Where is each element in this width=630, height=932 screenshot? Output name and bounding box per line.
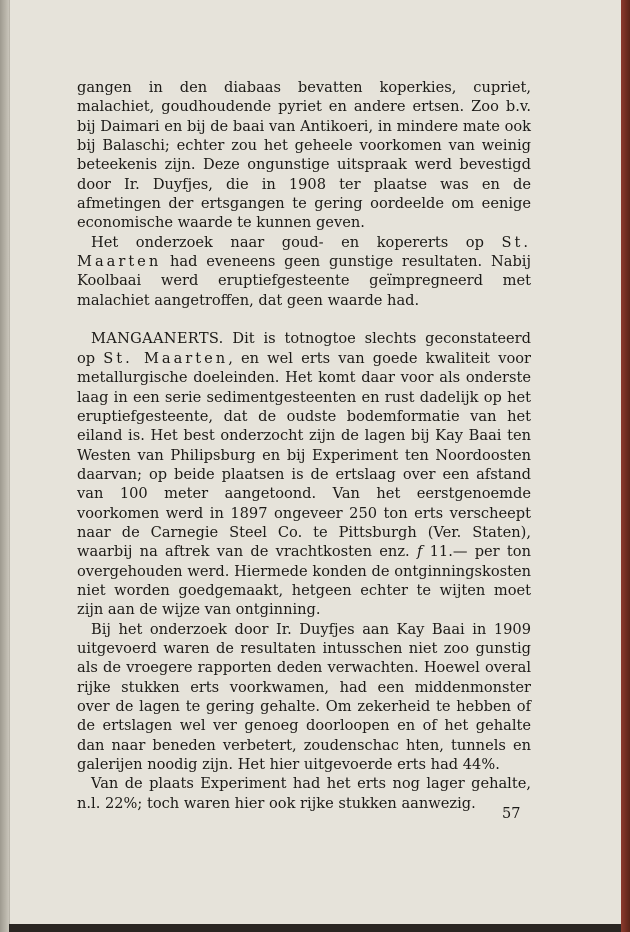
body-text xyxy=(77,78,531,813)
paragraph-2 xyxy=(77,233,531,310)
book-binding-edge xyxy=(0,0,9,932)
text-run: Het onderzoek naar goud- en kopererts op xyxy=(91,233,502,251)
paragraph-3 xyxy=(77,329,531,619)
spaced-place-name: St. Maarten xyxy=(77,233,531,271)
paragraph-1 xyxy=(77,78,531,233)
text-run: Bij het onderzoek door Ir. Duyfjes aan Kay Baai in 1909 uitgevoerd waren de resultaten intusschen niet zoo gunstig als de vroegere rapporten deden verwachten. Hoewel overal rijke stukken erts voorkwamen, had een middenmonster over de lagen te gering gehalte. Om zekerheid te hebben of de ertslagen wel ver genoeg doorloopen en of het gehalte dan naar beneden verbetert, zoudenschac hten, tunnels en galerijen noodig zijn. Het hier uitgevoerde erts had 44%. xyxy=(77,620,531,774)
text-run: Van de plaats Experiment had het erts nog lager gehalte, n.l. 22%; toch waren hier ook rijke stukken aanwezig. xyxy=(77,775,531,812)
page-bottom-edge xyxy=(9,924,621,932)
text-run: Dit is totnogtoe slechts geconstateerd op xyxy=(77,330,531,367)
spaced-place-name: St. Maarten xyxy=(103,349,229,367)
book-cover-edge xyxy=(621,0,630,932)
text-run: gangen in den diabaas bevatten koperkies, cupriet, malachiet, goudhoudende pyriet en andere ertsen. Zoo b.v. bij Daimari en bij de baai van Antikoeri, in mindere mate ook bij Balaschi; echter zou het geheele voorkomen van weinig beteekenis zijn. Deze ongunstige uitspraak werd bevestigd door Ir. Duyfjes, die in 1908 ter plaatse was en de afmetingen der ertsgangen te gering oordeelde om eenige economische waarde te kunnen geven. xyxy=(77,79,531,232)
paragraph-4 xyxy=(77,620,531,775)
text-run: , en wel erts van goede kwaliteit voor metallurgische doeleinden. Het komt daar voor als onderste laag in een serie sedimentgesteenten en rust dadelijk op het eruptiefgesteente, dat de oudste bodemformatie van het eiland is. Het best onderzocht zijn de lagen bij Kay Baai ten Westen van Philipsburg en bij Experiment ten Noordoosten daarvan; op beide plaatsen is de ertslaag over een afstand van 100 meter aangetoond. Van het eerstgenoemde voorkomen werd in 1897 ongeveer 250 ton erts verscheept naar de Carnegie Steel Co. te Pittsburgh (Ver. Staten), waarbij na aftrek van de vrachtkosten enz. xyxy=(77,349,531,561)
paragraph-5 xyxy=(77,774,531,813)
text-run: f xyxy=(416,543,423,561)
section-heading: MANGAANERTS. xyxy=(91,330,224,348)
page-number: 57 xyxy=(502,806,521,822)
text-run: had eveneens geen gunstige resultaten. Nabij Koolbaai werd eruptiefgesteente geïmpregneerd met malachiet aangetroffen, dat geen waarde had. xyxy=(77,253,531,309)
text-run: 11.— per ton overgehouden werd. Hiermede konden de ontginningskosten niet worden goedgemaakt, hetgeen echter te wijten moet zijn aan de wijze van ontginning. xyxy=(77,543,531,619)
